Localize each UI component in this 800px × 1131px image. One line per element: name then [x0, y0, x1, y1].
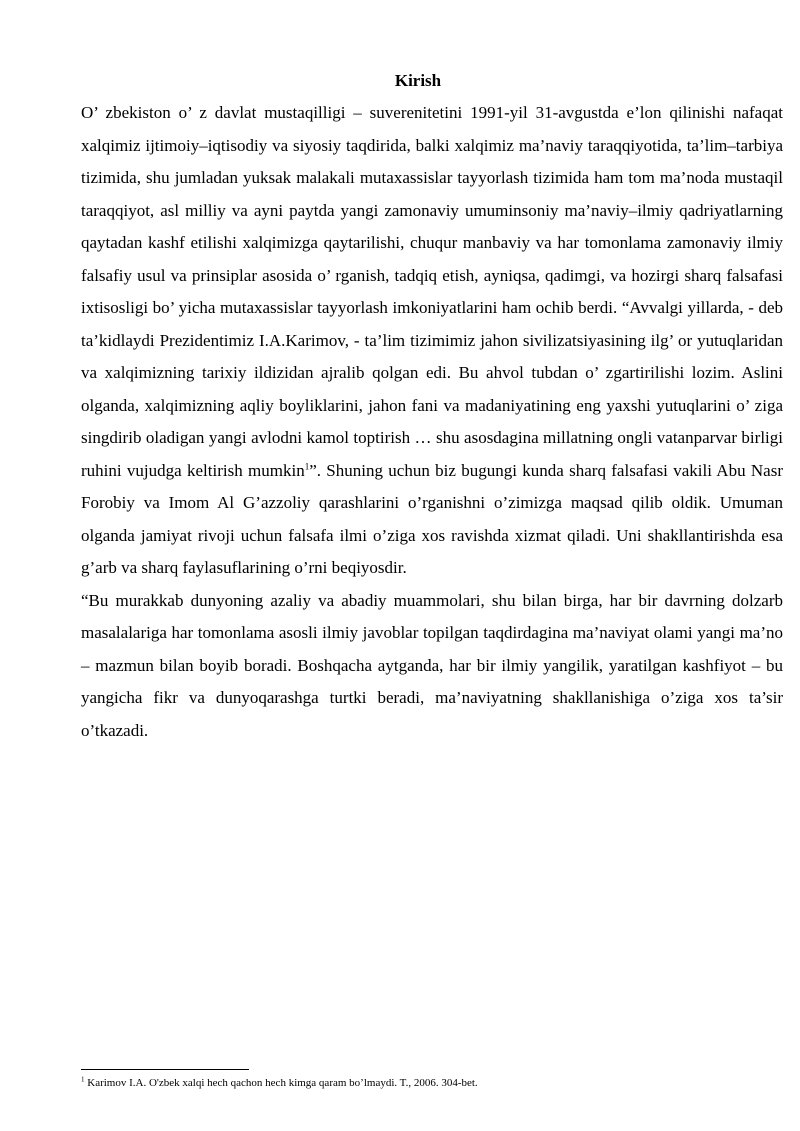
paragraph-1-text-before-footnote: O’ zbekiston o’ z davlat mustaqilligi – suverenitetini 1991-yil 31-avgustda e’lon qilinishi nafaqat xalqimiz ijtimoiy–iqtisodiy va siyosiy taqdirida, balki xalqimiz ma’naviy taraqqiyotida, ta’lim–tarbiya tizimida, shu jumladan yuksak malakali mutaxassislar tayyorlash tizimida ham tom ma’noda mustaqil taraqqiyot, asl milliy va ayni paytda yangi zamonaviy umuminsoniy ma’naviy–ilmiy qadriyatlarning qaytadan kashf etilishi xalqimizga qaytarilishi, chuqur manbaviy va har tomonlama zamonaviy ilmiy falsafiy usul va prinsiplar asosida o’ rganish, tadqiq etish, ayniqsa, qadimgi, va hozirgi sharq falsafasi ixtisosligi bo’ yicha mutaxassislar tayyorlash imkoniyatlarini ham ochib berdi. “Avvalgi yillarda, - deb ta’kidlaydi Prezidentimiz I.A.Karimov, - ta’lim tizimimiz jahon sivilizatsiyasining ilg’ or yutuqlaridan va xalqimizning tarixiy ildizidan ajralib qolgan edi. Bu ahvol tubdan o’ zgartirilishi lozim. Aslini olganda, xalqimizning aqliy boyliklarini, jahon fani va madaniyatining eng yaxshi yutuqlarini o’ ziga singdirib oladigan yangi avlodni kamol toptirish … shu asosdagina millatning ongli vatanparvar birligi ruhini vujudga keltirish mumkin [81, 103, 783, 480]
footnote-reference[interactable]: 1 [304, 460, 310, 471]
footnote-text: Karimov I.A. O'zbek xalqi hech qachon hech kimga qaram bo’lmaydi. T., 2006. 304-bet. [84, 1077, 478, 1089]
document-heading: Kirish [394, 71, 442, 90]
footnote-number: 1 [81, 1075, 85, 1084]
footnote [81, 1076, 783, 1090]
footnote-separator [81, 1069, 249, 1070]
document-body [81, 97, 783, 747]
paragraph-1-text-after-footnote: ”. Shuning uchun biz bugungi kunda sharq falsafasi vakili Abu Nasr Forobiy va Imom Al G’azzoliy qarashlarini o’rganishni o’zimizga maqsad qilib oldik. Umuman olganda jamiyat rivoji uchun falsafa ilmi o’ziga xos ravishda xizmat qiladi. Uni shakllantirishda esa g’arb va sharq faylasuflarining o’rni beqiyosdir. [81, 460, 783, 577]
paragraph-1 [81, 97, 783, 585]
paragraph-2: “Bu murakkab dunyoning azaliy va abadiy muammolari, shu bilan birga, har bir davrning dolzarb masalalariga har tomonlama asosli ilmiy javoblar topilgan taqdirdagina ma’naviyat olami yangi ma’no – mazmun bilan boyib boradi. Boshqacha aytganda, har bir ilmiy yangilik, yaratilgan kashfiyot – bu yangicha fikr va dunyoqarashga turtki beradi, ma’naviyatning shakllanishiga o’ziga xos ta’sir o’tkazadi. [81, 590, 783, 740]
